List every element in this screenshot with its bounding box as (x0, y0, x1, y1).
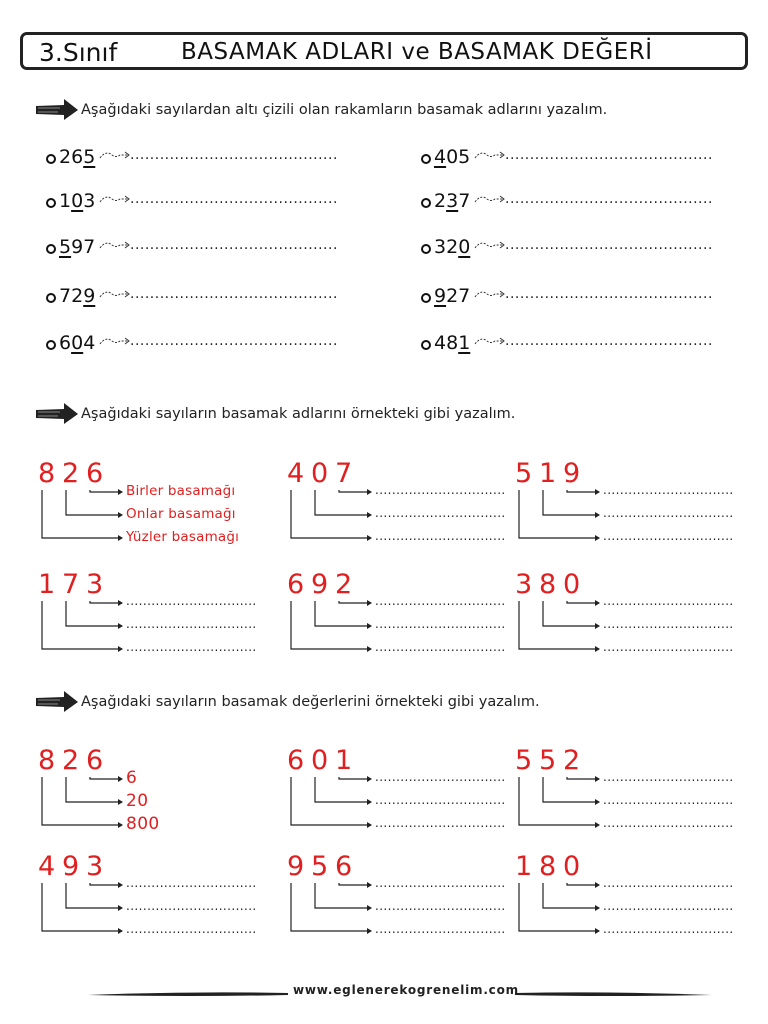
section1-instruction (34, 98, 754, 124)
answer-blank[interactable]: ............................... (603, 876, 734, 890)
tree-digit: 8 (38, 745, 56, 776)
tree-digit: 1 (335, 745, 353, 776)
exercise-item (421, 332, 741, 354)
number (434, 190, 470, 212)
curly-arrow-icon (473, 190, 507, 210)
brush-arrow-icon (34, 402, 80, 426)
tree-digit: 5 (515, 745, 533, 776)
answer-blank[interactable]: ............................... (375, 617, 506, 631)
answer-blank[interactable]: ............................... (603, 816, 734, 830)
answer-blank[interactable]: ............................... (375, 483, 506, 497)
answer-blank[interactable]: ............................... (375, 922, 506, 936)
tree-digit: 6 (86, 458, 104, 489)
place-value-tree (515, 851, 755, 961)
answer-blank[interactable]: ............................... (126, 640, 257, 654)
answer-blank[interactable]: .......................................... (505, 191, 713, 207)
circle-bullet-icon (421, 293, 431, 303)
answer-blank[interactable]: ............................... (375, 899, 506, 913)
answer-blank[interactable]: .......................................... (505, 333, 713, 349)
underlined-digit: 1 (458, 332, 471, 354)
number-suffix: 4 (83, 332, 96, 354)
answer-blank[interactable]: ............................... (603, 594, 734, 608)
exercise-item (421, 190, 741, 212)
answer-blank[interactable]: .......................................... (130, 286, 338, 302)
underlined-digit: 5 (83, 146, 96, 168)
place-value-tree (287, 745, 527, 855)
section2-instruction (34, 402, 754, 428)
grade-label: 3.Sınıf (39, 38, 118, 67)
circle-bullet-icon (46, 244, 56, 254)
place-value-tree (515, 569, 755, 679)
answer-blank[interactable]: ............................... (375, 506, 506, 520)
place-value-tree (515, 745, 755, 855)
answer-blank[interactable]: ............................... (126, 594, 257, 608)
tree-digit: 2 (563, 745, 581, 776)
tree-digit: 0 (563, 569, 581, 600)
number (59, 146, 95, 168)
exercise-item (46, 332, 366, 354)
tree-connector-lines (38, 745, 278, 855)
answer-blank[interactable]: ............................... (603, 793, 734, 807)
footer (0, 980, 768, 1008)
tree-digit: 5 (539, 745, 557, 776)
tree-digit: 4 (287, 458, 305, 489)
tree-digit: 2 (335, 569, 353, 600)
tree-digit: 9 (62, 851, 80, 882)
answer-blank[interactable]: ............................... (375, 594, 506, 608)
circle-bullet-icon (421, 154, 431, 164)
number (434, 285, 470, 307)
example-label: Birler basamağı (126, 483, 236, 499)
place-value-tree (38, 745, 278, 855)
tree-digit: 7 (335, 458, 353, 489)
number (434, 332, 470, 354)
number-prefix: 72 (59, 285, 84, 307)
curly-arrow-icon (98, 146, 132, 166)
number-prefix: 6 (59, 332, 72, 354)
instruction-text: Aşağıdaki sayılardan altı çizili olan rakamların basamak adlarını yazalım. (81, 102, 608, 118)
number-suffix: 97 (71, 236, 96, 258)
exercise-item (46, 190, 366, 212)
curly-arrow-icon (98, 332, 132, 352)
number-prefix: 32 (434, 236, 459, 258)
tree-digit: 8 (539, 851, 557, 882)
tree-digit: 3 (86, 851, 104, 882)
tree-digit: 1 (539, 458, 557, 489)
place-value-tree (515, 458, 755, 568)
place-value-tree (38, 458, 278, 568)
curly-arrow-icon (98, 285, 132, 305)
tree-digit: 2 (62, 745, 80, 776)
exercise-item (421, 146, 741, 168)
tree-digit: 0 (311, 745, 329, 776)
example-label: 6 (126, 768, 138, 788)
place-value-tree (287, 458, 527, 568)
tree-digit: 8 (539, 569, 557, 600)
underlined-digit: 3 (446, 190, 459, 212)
number (59, 285, 95, 307)
answer-blank[interactable]: ............................... (375, 640, 506, 654)
example-label: 800 (126, 814, 160, 834)
page-title: BASAMAK ADLARI ve BASAMAK DEĞERİ (181, 39, 653, 65)
underlined-digit: 0 (71, 332, 84, 354)
circle-bullet-icon (421, 244, 431, 254)
example-label: 20 (126, 791, 149, 811)
underlined-digit: 4 (434, 146, 447, 168)
example-label: Onlar basamağı (126, 506, 236, 522)
answer-blank[interactable]: ............................... (603, 640, 734, 654)
answer-blank[interactable]: ............................... (603, 617, 734, 631)
tree-digit: 5 (515, 458, 533, 489)
tree-digit: 8 (38, 458, 56, 489)
answer-blank[interactable]: .......................................... (505, 147, 713, 163)
brush-arrow-icon (34, 690, 80, 714)
circle-bullet-icon (421, 198, 431, 208)
section3-instruction (34, 690, 754, 716)
brush-arrow-icon (34, 98, 80, 122)
answer-blank[interactable]: ............................... (603, 899, 734, 913)
number (59, 236, 95, 258)
tree-digit: 1 (38, 569, 56, 600)
number-prefix: 48 (434, 332, 459, 354)
exercise-item (46, 236, 366, 258)
underlined-digit: 9 (83, 285, 96, 307)
place-value-tree (287, 851, 527, 961)
number-suffix: 05 (446, 146, 471, 168)
tree-digit: 1 (515, 851, 533, 882)
tree-digit: 3 (515, 569, 533, 600)
answer-blank[interactable]: .......................................... (130, 147, 338, 163)
tree-digit: 3 (86, 569, 104, 600)
instruction-text: Aşağıdaki sayıların basamak adlarını örnekteki gibi yazalım. (81, 406, 516, 422)
tree-digit: 4 (38, 851, 56, 882)
curly-arrow-icon (473, 146, 507, 166)
exercise-item (421, 236, 741, 258)
tree-digit: 6 (86, 745, 104, 776)
curly-arrow-icon (98, 236, 132, 256)
answer-blank[interactable]: ............................... (603, 506, 734, 520)
answer-blank[interactable]: .......................................... (130, 191, 338, 207)
answer-blank[interactable]: ............................... (126, 617, 257, 631)
number (59, 190, 95, 212)
curly-arrow-icon (473, 332, 507, 352)
tree-digit: 9 (287, 851, 305, 882)
number (434, 146, 470, 168)
tree-digit: 0 (563, 851, 581, 882)
place-value-tree (38, 569, 278, 679)
answer-blank[interactable]: ............................... (126, 922, 257, 936)
circle-bullet-icon (46, 340, 56, 350)
example-label: Yüzler basamağı (126, 529, 240, 545)
underlined-digit: 5 (59, 236, 72, 258)
curly-arrow-icon (473, 236, 507, 256)
answer-blank[interactable]: ............................... (603, 529, 734, 543)
tree-digit: 9 (311, 569, 329, 600)
answer-blank[interactable]: ............................... (603, 483, 734, 497)
underlined-digit: 0 (458, 236, 471, 258)
circle-bullet-icon (46, 293, 56, 303)
answer-blank[interactable]: ............................... (375, 876, 506, 890)
number-prefix: 1 (59, 190, 72, 212)
exercise-item (46, 146, 366, 168)
curly-arrow-icon (98, 190, 132, 210)
tree-digit: 6 (287, 569, 305, 600)
number (434, 236, 470, 258)
answer-blank[interactable]: ............................... (603, 922, 734, 936)
answer-blank[interactable]: .......................................... (505, 237, 713, 253)
place-value-tree (38, 851, 278, 961)
underlined-digit: 9 (434, 285, 447, 307)
answer-blank[interactable]: ............................... (375, 770, 506, 784)
exercise-item (421, 285, 741, 307)
exercise-item (46, 285, 366, 307)
instruction-text: Aşağıdaki sayıların basamak değerlerini örnekteki gibi yazalım. (81, 694, 540, 710)
circle-bullet-icon (46, 154, 56, 164)
place-value-tree (287, 569, 527, 679)
number-prefix: 26 (59, 146, 84, 168)
tree-digit: 9 (563, 458, 581, 489)
underlined-digit: 0 (71, 190, 84, 212)
answer-blank[interactable]: ............................... (126, 899, 257, 913)
tree-digit: 2 (62, 458, 80, 489)
tree-digit: 6 (335, 851, 353, 882)
number-suffix: 27 (446, 285, 471, 307)
answer-blank[interactable]: ............................... (375, 529, 506, 543)
circle-bullet-icon (421, 340, 431, 350)
number-suffix: 7 (458, 190, 471, 212)
curly-arrow-icon (473, 285, 507, 305)
title-box (20, 32, 748, 70)
circle-bullet-icon (46, 198, 56, 208)
tree-digit: 5 (311, 851, 329, 882)
answer-blank[interactable]: .......................................... (130, 237, 338, 253)
tree-digit: 6 (287, 745, 305, 776)
answer-blank[interactable]: ............................... (375, 793, 506, 807)
answer-blank[interactable]: ............................... (375, 816, 506, 830)
footer-site: www.eglenerekogrenelim.com (293, 983, 519, 997)
answer-blank[interactable]: .......................................... (505, 286, 713, 302)
answer-blank[interactable]: ............................... (603, 770, 734, 784)
number-suffix: 3 (83, 190, 96, 212)
tree-digit: 7 (62, 569, 80, 600)
tree-digit: 0 (311, 458, 329, 489)
answer-blank[interactable]: .......................................... (130, 333, 338, 349)
answer-blank[interactable]: ............................... (126, 876, 257, 890)
number-prefix: 2 (434, 190, 447, 212)
number (59, 332, 95, 354)
